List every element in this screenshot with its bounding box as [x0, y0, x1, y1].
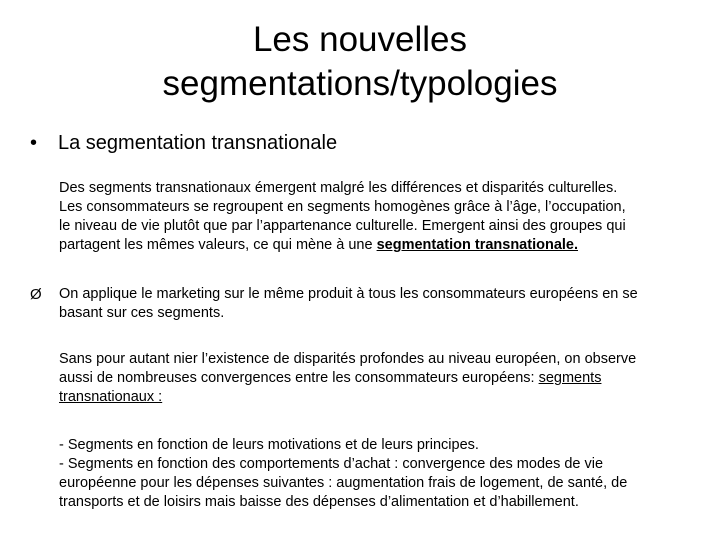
- arrow-item-line: basant sur ces segments.: [59, 305, 225, 321]
- main-bullet-text: La segmentation transnationale: [58, 132, 338, 154]
- slide-title-line-2: segmentations/typologies: [162, 64, 558, 103]
- main-bullet-item: [30, 130, 337, 156]
- emphasis-segmentation-transnationale: segmentation transnationale.: [376, 237, 579, 253]
- segments-list-item-continuation: européenne pour les dépenses suivantes : augmentation frais de logement, de santé, de: [59, 475, 628, 491]
- segments-list-item-continuation: transports et de loisirs mais baisse des dépenses d’alimentation et d’habillement.: [59, 494, 579, 510]
- bullet-dot-icon: •: [30, 132, 38, 154]
- paragraph-line-with-emphasis: [59, 236, 709, 255]
- slide-title: [0, 18, 720, 106]
- arrow-item-line: On applique le marketing sur le même produit à tous les consommateurs européens en se: [59, 286, 638, 302]
- paragraph-line-with-link: [59, 369, 709, 388]
- slide-title-line-1: Les nouvelles: [252, 20, 468, 59]
- segments-list-item: - Segments en fonction de leurs motivations et de leurs principes.: [59, 437, 479, 453]
- arrow-bullet-icon: Ø: [30, 286, 42, 303]
- paragraph-convergences: [59, 350, 709, 407]
- paragraph-line: Les consommateurs se regroupent en segments homogènes grâce à l’âge, l’occupation,: [59, 199, 626, 215]
- segments-list-item: - Segments en fonction des comportements d’achat : convergence des modes de vie: [59, 456, 604, 472]
- paragraph-line: le niveau de vie plutôt que par l’appartenance culturelle. Emergent ainsi des groupes qui: [59, 218, 626, 234]
- underlined-transnationaux-text: transnationaux :: [59, 389, 163, 405]
- paragraph-line: Sans pour autant nier l’existence de disparités profondes au niveau européen, on observe: [59, 351, 637, 367]
- segments-list: [59, 436, 709, 512]
- paragraph-transnational-segments: [59, 179, 709, 255]
- paragraph-line-prefix: aussi de nombreuses convergences entre les consommateurs européens:: [59, 370, 539, 386]
- paragraph-line: Des segments transnationaux émergent malgré les différences et disparités culturelles.: [59, 180, 618, 196]
- paragraph-line-prefix: partagent les mêmes valeurs, ce qui mène à une: [59, 237, 377, 253]
- arrow-item-text: [59, 285, 638, 323]
- underlined-segments-text: segments: [538, 370, 602, 386]
